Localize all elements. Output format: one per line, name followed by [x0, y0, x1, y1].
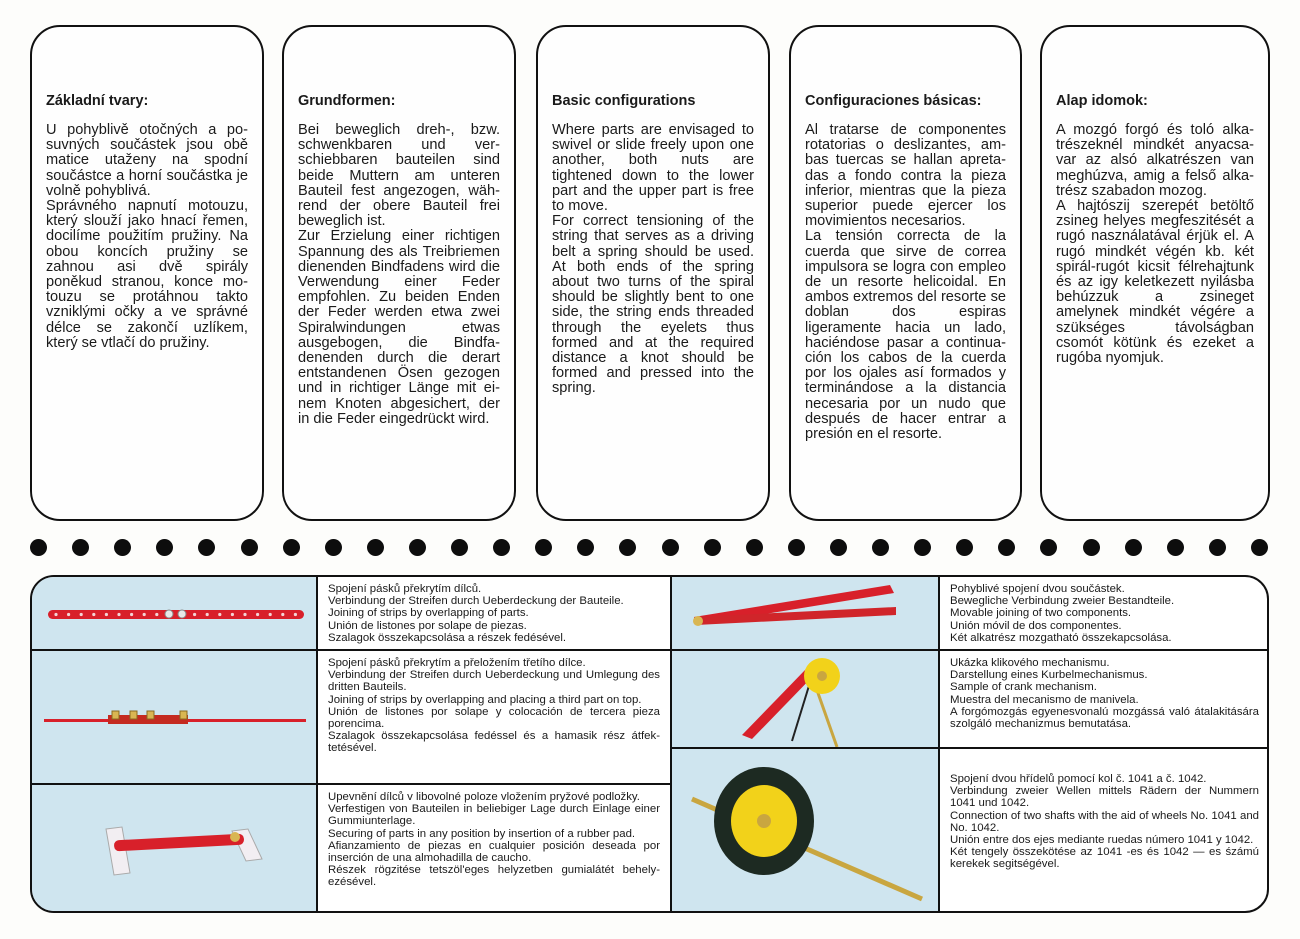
divider — [670, 649, 1269, 651]
divider — [316, 577, 318, 913]
dot — [241, 539, 258, 556]
dot — [325, 539, 342, 556]
strip-hole — [155, 613, 158, 616]
strip-hole — [143, 613, 146, 616]
dot — [1040, 539, 1057, 556]
divider — [938, 577, 940, 913]
image-strip-third-part — [32, 651, 318, 783]
strip-hole — [206, 613, 209, 616]
caption-line: Movable joining of two components. — [950, 607, 1132, 620]
dot — [1167, 539, 1184, 556]
divider — [670, 747, 1269, 749]
strip-hole — [92, 613, 95, 616]
caption-line: Unión de listones por solape y colocación de tercera pieza porencima. — [328, 705, 660, 731]
caption-line: Sample of crank mechanism. — [950, 681, 1097, 694]
strip-hole — [294, 613, 297, 616]
paragraph: Bei beweglich dreh-, bzw. schwenkbaren und verschiebbaren bauteilen sind beide Muttern am unteren Bauteil fest angezogen, während der obere Bauteil frei beweglich ist. — [298, 122, 500, 230]
dot — [156, 539, 173, 556]
strip-hole — [54, 613, 57, 616]
caption-crank — [940, 651, 1269, 747]
caption-two-shafts — [940, 749, 1269, 913]
strip-hole — [218, 613, 221, 616]
dot — [409, 539, 426, 556]
column-spanish — [789, 25, 1022, 521]
strip-hole — [105, 613, 108, 616]
image-two-shafts-wheels — [672, 749, 940, 913]
column-title: Configuraciones básicas: — [805, 93, 982, 109]
caption-line: Verbindung der Streifen durch Ueberdeckung der Bauteile. — [328, 595, 624, 608]
caption-line: Verbindung zweier Wellen mittels Rädern der Nummern 1041 und 1042. — [950, 785, 1259, 810]
column-english — [536, 25, 770, 521]
caption-movable-joint — [940, 577, 1269, 649]
caption-line: Unión de listones por solape de piezas. — [328, 619, 527, 632]
caption-line: Muestra del mecanismo de manivela. — [950, 693, 1139, 706]
dot — [577, 539, 594, 556]
dot-divider — [30, 539, 1270, 556]
image-rubber-pad — [32, 785, 318, 913]
dot — [788, 539, 805, 556]
dot — [535, 539, 552, 556]
dot — [1125, 539, 1142, 556]
caption-line: Afianzamiento de piezas en cualquier posición deseada por inserción de una almohadilla de caucho. — [328, 839, 660, 865]
image-crank — [672, 651, 940, 747]
paragraph: La tensión correcta de la cuerda que sirve de correa impulsora se logra con empleo de un resorte helicoidal. En ambos extremos del resorte se doblan dos espiras ligeramente hacia un lado, haciéndose pasar a continuación los cabos de la cuerda por los ojales así formados y terminándose a la distancia necesaria por un nudo que después de hacer entrar a presión en el resorte. — [805, 228, 1006, 443]
strip-hole — [193, 613, 196, 616]
dot — [1251, 539, 1268, 556]
caption-line: Darstellung eines Kurbelmechanismus. — [950, 669, 1148, 682]
column-title: Základní tvary: — [46, 93, 149, 109]
dot — [914, 539, 931, 556]
caption-line: Részek rögzitése tetszöl'eges helyzetben gumialátét behelyezésével. — [328, 864, 660, 889]
caption-line: Connection of two shafts with the aid of wheels No. 1041 and No. 1042. — [950, 809, 1259, 834]
image-strip-overlap — [32, 577, 318, 649]
paragraph: A mozgó forgó és toló alkatrészeknél mindkét anyacsavar az alsó alkatrészen van meghúzva, amig a felső alkatrész szabadon mozog. — [1056, 122, 1254, 199]
strip-hole — [231, 613, 234, 616]
caption-line: Joining of strips by overlapping and placing a third part on top. — [328, 693, 642, 706]
caption-line: Joining of strips by overlapping of parts. — [328, 607, 529, 620]
dot — [114, 539, 131, 556]
paragraph: A hajtószij szerepét betöltő zsineg helyes megfeszitését a rugó nasználatával érjük el. A rugó mindkét végén kb. két spirál-rugót kicsit félrehajtunk és az igy keletkezett nyilásba behúzzuk a zsineget amelynek mindkét végére a szükséges távolságban csomót kötünk és ezeket a rugóba nyomjuk. — [1056, 198, 1254, 367]
column-title: Alap idomok: — [1056, 93, 1148, 109]
caption-line: Pohyblivé spojení dvou součástek. — [950, 583, 1125, 595]
dot — [619, 539, 636, 556]
dot — [493, 539, 510, 556]
strip-hole — [256, 613, 259, 616]
divider — [32, 783, 670, 785]
dot — [704, 539, 721, 556]
dot — [198, 539, 215, 556]
dot — [30, 539, 47, 556]
paragraph: Správného napnutí motouzu, který slouží jako hnací řemen, docilíme použitím pružiny. Na obou koncích pružiny se zahnou asi dvě spirály poněkud stranou, konce motouzu se protáhnou takto vzniklými očky a ve správné délce se zakončí uzlíkem, který se vtlačí do pružiny. — [46, 198, 248, 351]
caption-line: Spojení pásků překrytím a přeložením třetího dílce. — [328, 657, 586, 669]
dot — [998, 539, 1015, 556]
caption-line: Securing of parts in any position by insertion of a rubber pad. — [328, 827, 636, 840]
dot — [746, 539, 763, 556]
column-title: Basic configurations — [552, 93, 696, 109]
caption-strip-overlap — [318, 577, 670, 649]
dot — [830, 539, 847, 556]
strip-hole — [80, 613, 83, 616]
strip-hole — [281, 613, 284, 616]
paragraph: For correct tensioning of the string that serves as a driving belt a spring should be used. At both ends of the spring about two turns of the spiral should be slightly bent to one side, the string ends threaded through the eyelets thus formed and at the required distance a knot should be formed and pressed into the spring. — [552, 213, 754, 397]
caption-strip-third-part — [318, 651, 670, 783]
strip-hole — [269, 613, 272, 616]
paragraph: Where parts are envisaged to swivel or slide freely upon one another, both nuts are tightened down to the lower part and the upper part is free to move. — [552, 122, 754, 215]
column-title: Grundformen: — [298, 93, 396, 109]
paragraph: Zur Erzielung einer richtigen Spannung des als Treibriemen dienenden Bindfadens wird die Verwendung einer Feder empfohlen. Zu beiden Enden der Feder werden etwa zwei Spiralwindungen etwas ausgebogen, die Bindfadenenden durch die derart entstandenen Ösen gezogen und in richtiger Länge mit einem Knoten abgesichert, der in die Feder eingedrückt wird. — [298, 228, 500, 427]
dot — [1209, 539, 1226, 556]
caption-line: Upevnění dílců v libovolné poloze vložením pryžové podložky. — [328, 791, 640, 803]
strip-hole — [117, 613, 120, 616]
divider — [32, 649, 670, 651]
dot — [662, 539, 679, 556]
caption-line: A forgómozgás egyenesvonalú mozgássá való átalakitására szolgáló mechanizmus bemutatása. — [950, 705, 1259, 731]
dot — [872, 539, 889, 556]
image-movable-joint — [672, 577, 940, 649]
dot — [72, 539, 89, 556]
strip-hole — [243, 613, 246, 616]
caption-line: Verbindung der Streifen durch Ueberdeckung und Umlegung des dritten Bauteils. — [328, 669, 660, 694]
column-german — [282, 25, 516, 521]
strip-hole — [130, 613, 133, 616]
caption-line: Unión móvil de dos componentes. — [950, 619, 1122, 632]
caption-line: Unión entre dos ejes mediante ruedas número 1041 y 1042. — [950, 834, 1254, 847]
dot — [367, 539, 384, 556]
caption-line: Szalagok összekapcsolása fedéssel és a hamasik rész átfektetésével. — [328, 730, 660, 755]
column-czech — [30, 25, 264, 521]
caption-line: Verfestigen von Bauteilen in beliebiger Lage durch Einlage einer Gummiunterlage. — [328, 803, 660, 828]
divider — [670, 577, 672, 913]
caption-line: Spojení dvou hřídelů pomocí kol č. 1041 a č. 1042. — [950, 773, 1207, 785]
caption-rubber-pad — [318, 785, 670, 913]
paragraph: Al tratarse de componentes rotatorias o deslizantes, ambas tuercas se hallan apretadas a fondo contra la pieza inferior, mientras que la pieza superior puede ejercer los movimientos necesarios. — [805, 122, 1006, 230]
caption-line: Spojení pásků překrytím dílců. — [328, 583, 482, 595]
caption-line: Szalagok összekapcsolása a részek fedésével. — [328, 631, 567, 644]
dot — [1083, 539, 1100, 556]
caption-line: Két tengely összekötése az 1041 -es és 1042 — es śzámú kerekek segitségével. — [950, 846, 1259, 871]
column-hungarian — [1040, 25, 1270, 521]
strip-hole — [67, 613, 70, 616]
caption-line: Két alkatrész mozgatható összekapcsolása. — [950, 631, 1172, 644]
caption-line: Bewegliche Verbindung zweier Bestandteile. — [950, 595, 1175, 608]
dot — [283, 539, 300, 556]
caption-line: Ukázka klikového mechanismu. — [950, 657, 1110, 669]
dot — [956, 539, 973, 556]
paragraph: U pohyblivě otočných a posuvných součástek jsou obě matice utaženy na spodní součástce a horní součástka je volně pohyblivá. — [46, 122, 248, 199]
dot — [451, 539, 468, 556]
examples-panel — [30, 575, 1269, 913]
